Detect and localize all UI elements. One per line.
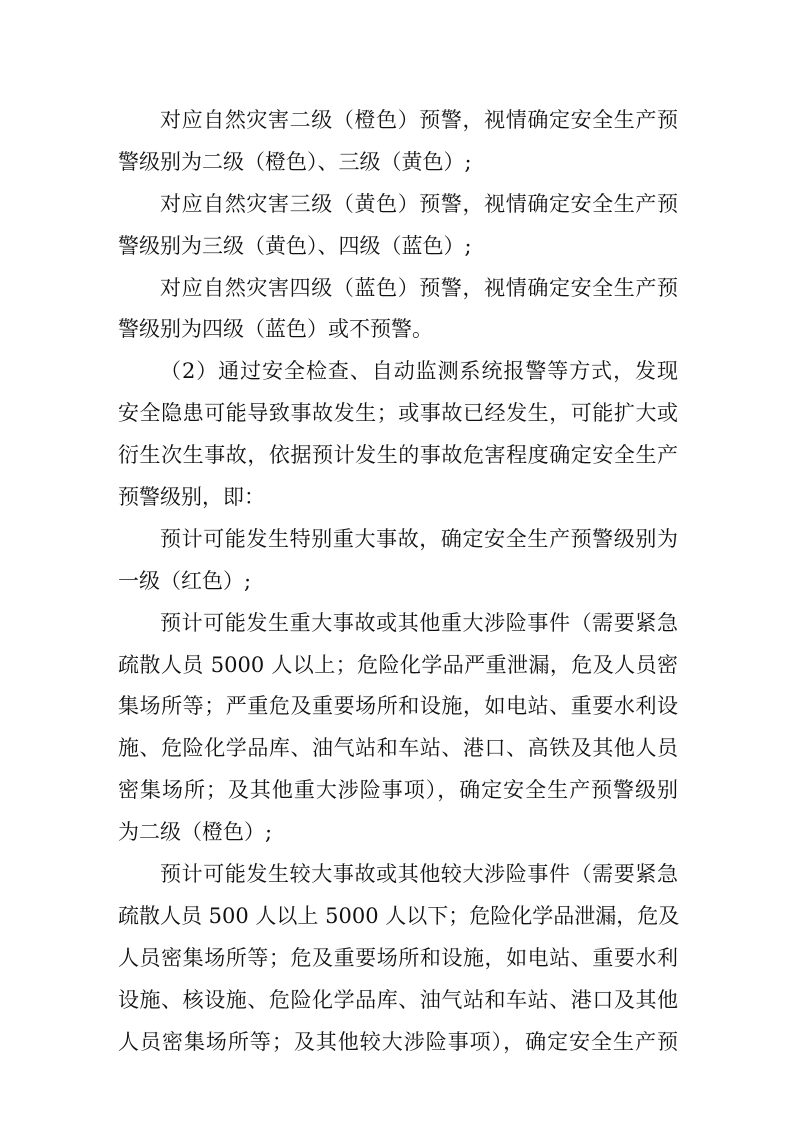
text-line: 一级（红色）; bbox=[118, 568, 252, 593]
text-line: 衍生次生事故，依据预计发生的事故危害程度确定安全生产 bbox=[118, 443, 678, 468]
text-line: 预计可能发生重大事故或其他重大涉险事件（需要紧急 bbox=[160, 610, 678, 635]
text-line: 对应自然灾害四级（蓝色）预警，视情确定安全生产预 bbox=[160, 275, 678, 300]
text-line: 安全隐患可能导致事故发生；或事故已经发生，可能扩大或 bbox=[118, 401, 678, 426]
text-line: 警级别为二级（橙色）、三级（黄色）; bbox=[118, 149, 472, 174]
text-line: 警级别为三级（黄色）、四级（蓝色）; bbox=[118, 233, 472, 258]
text-line: 对应自然灾害三级（黄色）预警，视情确定安全生产预 bbox=[160, 191, 678, 216]
text-line: 密集场所；及其他重大涉险事项），确定安全生产预警级别 bbox=[118, 778, 678, 803]
text-line: 人员密集场所等；危及重要场所和设施，如电站、重要水利 bbox=[118, 945, 678, 970]
document-body bbox=[118, 100, 678, 1063]
text-line: 警级别为四级（蓝色）或不预警。 bbox=[118, 317, 433, 342]
text-line: （2）通过安全检查、自动监测系统报警等方式，发现 bbox=[160, 359, 678, 384]
text-line: 设施、核设施、危险化学品库、油气站和车站、港口及其他 bbox=[118, 987, 678, 1012]
text-line: 疏散人员 500 人以上 5000 人以下；危险化学品泄漏，危及 bbox=[118, 903, 680, 928]
text-line: 集场所等；严重危及重要场所和设施，如电站、重要水利设 bbox=[118, 694, 678, 719]
text-line: 预警级别，即： bbox=[118, 485, 265, 510]
text-line: 预计可能发生特别重大事故，确定安全生产预警级别为 bbox=[160, 526, 678, 551]
text-line: 对应自然灾害二级（橙色）预警，视情确定安全生产预 bbox=[160, 108, 678, 132]
text-line: 人员密集场所等；及其他较大涉险事项），确定安全生产预 bbox=[118, 1029, 678, 1054]
text-line: 为二级（橙色）; bbox=[118, 820, 273, 845]
text-line: 疏散人员 5000 人以上；危险化学品严重泄漏，危及人员密 bbox=[118, 652, 678, 677]
text-line: 施、危险化学品库、油气站和车站、港口、高铁及其他人员 bbox=[118, 736, 678, 761]
text-line: 预计可能发生较大事故或其他较大涉险事件（需要紧急 bbox=[160, 862, 678, 887]
